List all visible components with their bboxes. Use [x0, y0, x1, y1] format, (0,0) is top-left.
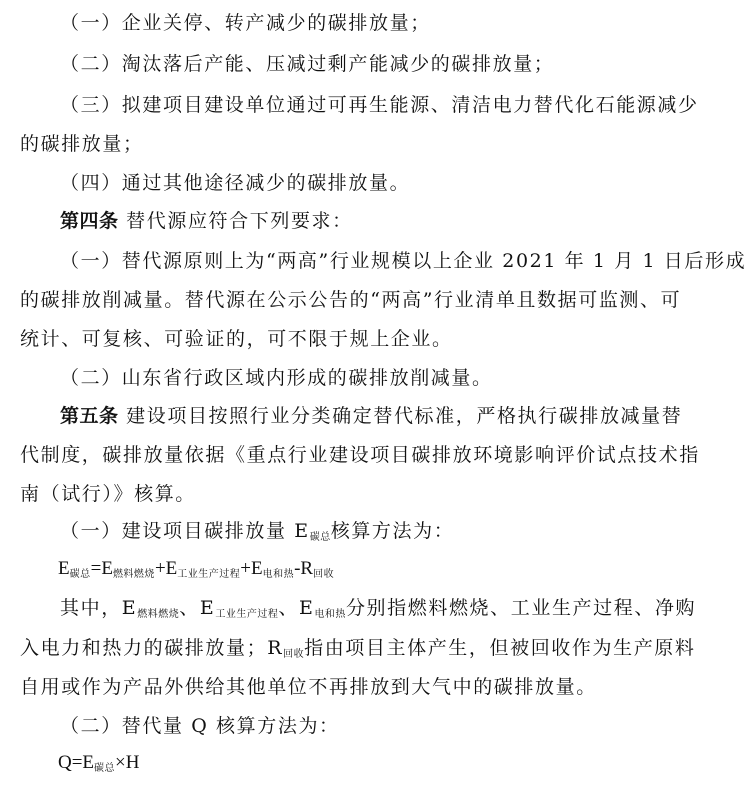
article-5-item-1 — [60, 519, 730, 550]
list-item: （三）拟建项目建设单位通过可再生能源、清洁电力替代化石能源减少 — [60, 94, 699, 116]
subscript: 燃料燃烧 — [112, 569, 155, 580]
explanation-line — [60, 596, 730, 627]
item-1-text: （一）建设项目碳排放量 E — [60, 520, 310, 542]
article-5-paragraph — [60, 404, 730, 428]
subscript: 碳总 — [309, 532, 331, 543]
subscript: 工业生产过程 — [215, 609, 279, 620]
item-1-text: 核算方法为： — [330, 520, 455, 542]
article-4-item: （二）山东省行政区域内形成的碳排放削减量。 — [60, 367, 493, 389]
formula-term: +E — [240, 558, 263, 579]
article-4-text: 替代源应符合下列要求： — [118, 210, 353, 232]
article-5-continuation: 南（试行）》核算。 — [20, 483, 196, 505]
explanation-text: 其中，E — [60, 597, 138, 619]
formula-substitution — [58, 751, 748, 781]
explanation-text: 分别指燃料燃烧、工业生产过程、净购 — [345, 597, 697, 619]
subscript: 电和热 — [314, 609, 346, 620]
article-4-item-continuation: 统计、可复核、可验证的，可不限于规上企业。 — [20, 328, 453, 350]
subscript: 电和热 — [262, 569, 295, 580]
explanation-text: 指由项目主体产生，但被回收作为生产原料 — [304, 637, 696, 659]
explanation-text: 、E — [278, 597, 315, 619]
subscript: 回收 — [313, 569, 335, 580]
list-item: （一）企业关停、转产减少的碳排放量； — [60, 12, 431, 34]
formula-term: +E — [154, 558, 178, 579]
formula-term: -R — [294, 558, 314, 579]
explanation-text: 、E — [179, 597, 216, 619]
article-5-text: 建设项目按照行业分类确定替代标准，严格执行碳排放减量替 — [118, 405, 683, 427]
article-5-title: 第五条 — [60, 405, 119, 427]
explanation-line: 自用或作为产品外供给其他单位不再排放到大气中的碳排放量。 — [20, 676, 597, 698]
formula-term: =E — [90, 558, 113, 579]
formula-total-emissions — [58, 557, 748, 587]
article-4-item-continuation: 的碳排放削减量。替代源在公示公告的“两高”行业清单且数据可监测、可 — [20, 289, 682, 311]
formula-term: Q=E — [58, 752, 95, 773]
subscript: 回收 — [283, 649, 305, 660]
formula-term: ×H — [115, 752, 140, 773]
formula-term: E — [58, 558, 70, 579]
article-5-continuation: 代制度，碳排放量依据《重点行业建设项目碳排放环境影响评价试点技术指 — [20, 444, 700, 466]
list-item-continuation: 的碳排放量； — [20, 133, 144, 155]
explanation-text: 入电力和热力的碳排放量；R — [20, 637, 284, 659]
subscript: 燃料燃烧 — [137, 609, 180, 620]
article-4-title: 第四条 — [60, 210, 119, 232]
subscript: 碳总 — [69, 569, 91, 580]
subscript: 碳总 — [94, 763, 116, 774]
article-4-item: （一）替代源原则上为“两高”行业规模以上企业 2021 年 1 月 1 日后形成 — [60, 250, 747, 272]
article-5-item-2: （二）替代量 Q 核算方法为： — [60, 715, 340, 737]
subscript: 工业生产过程 — [177, 569, 241, 580]
explanation-line — [20, 636, 730, 667]
list-item: （二）淘汰落后产能、压减过剩产能减少的碳排放量； — [60, 53, 555, 75]
list-item: （四）通过其他途径减少的碳排放量。 — [60, 172, 411, 194]
article-4-paragraph — [60, 209, 730, 233]
